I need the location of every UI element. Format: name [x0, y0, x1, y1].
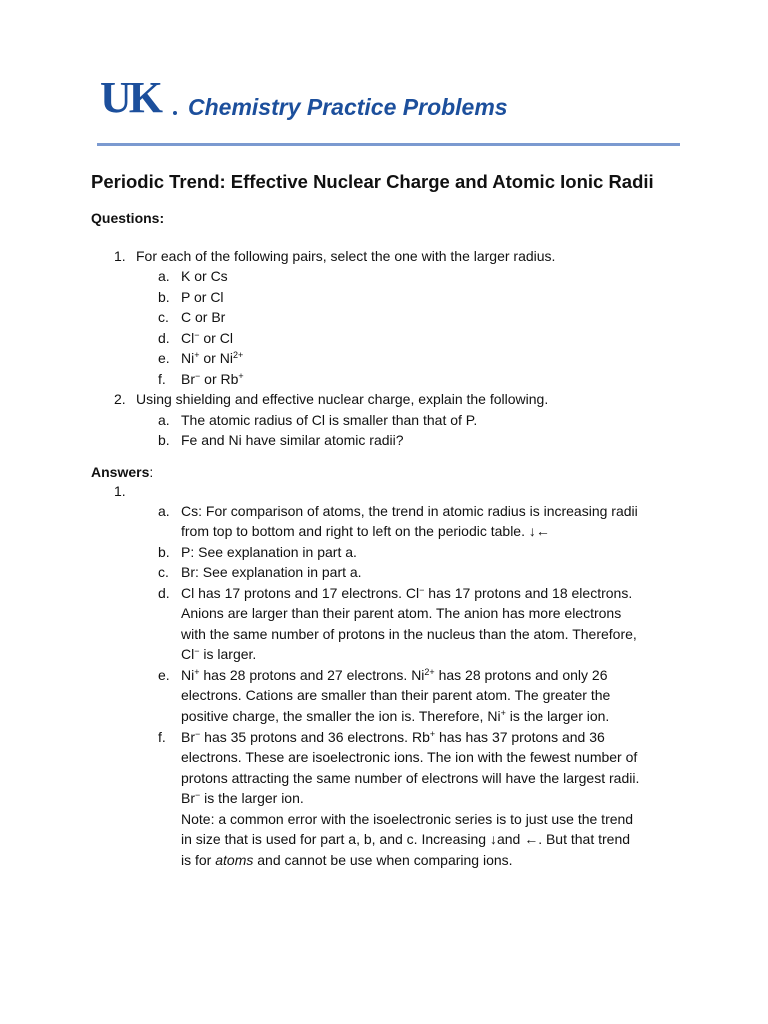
- q1-item-d: Cl− or Cl: [181, 330, 233, 346]
- answer-e-line: electrons. Cations are smaller than their parent atom. The greater the: [181, 687, 611, 703]
- answer-item-marker: e.: [158, 667, 170, 683]
- q1-item-b: P or Cl: [181, 289, 224, 305]
- answer-f-line: Br− has 35 protons and 36 electrons. Rb+ has has 37 protons and 36: [181, 729, 605, 745]
- question-1-text: For each of the following pairs, select the one with the larger radius.: [136, 248, 556, 264]
- q2-item-a: The atomic radius of Cl is smaller than that of P.: [181, 412, 478, 428]
- answer-f-note: is for atoms and cannot be use when comparing ions.: [181, 852, 513, 868]
- q1-item-marker: b.: [158, 289, 170, 305]
- answer-item-marker: c.: [158, 564, 169, 580]
- answer-b-text: P: See explanation in part a.: [181, 544, 357, 560]
- q1-item-f: Br− or Rb+: [181, 371, 244, 387]
- page-title: Periodic Trend: Effective Nuclear Charge and Atomic Ionic Radii: [91, 171, 654, 192]
- q2-item-marker: a.: [158, 412, 170, 428]
- answer-d-line: Anions are larger than their parent atom. The anion has more electrons: [181, 605, 622, 621]
- answer-d-line: with the same number of protons in the nucleus than the atom. Therefore,: [181, 626, 637, 642]
- q1-item-marker: e.: [158, 350, 170, 366]
- q1-item-e: Ni+ or $Ni^{2+}$: [181, 350, 244, 366]
- answer-f-line: protons attracting the same number of electrons will have the largest radii.: [181, 770, 640, 786]
- questions-heading: Questions:: [91, 210, 165, 226]
- q1-item-marker: a.: [158, 268, 170, 284]
- q2-item-b: Fe and Ni have similar atomic radii?: [181, 432, 404, 448]
- answer-f-line: Br− is the larger ion.: [181, 790, 304, 806]
- q1-item-marker: d.: [158, 330, 170, 346]
- answer-d-line: Cl− is larger.: [181, 646, 257, 662]
- question-2-text: Using shielding and effective nuclear charge, explain the following.: [136, 391, 549, 407]
- answer-f-line: electrons. These are isoelectronic ions. The ion with the fewest number of: [181, 749, 638, 765]
- answer-e-line: Ni+ has 28 protons and 27 electrons. $Ni^{2+}$ has 28 protons and only 26: [181, 667, 608, 683]
- logo-dot: [173, 111, 177, 115]
- uk-logo: UK: [100, 73, 160, 122]
- q1-item-c: C or Br: [181, 309, 226, 325]
- q1-item-marker: f.: [158, 371, 166, 387]
- answer-item-marker: a.: [158, 503, 170, 519]
- answer-d-line: Cl has 17 protons and 17 electrons. Cl− has 17 protons and 18 electrons.: [181, 585, 633, 601]
- q1-item-marker: c.: [158, 309, 169, 325]
- header-title: Chemistry Practice Problems: [188, 94, 508, 120]
- answers-heading: Answers:: [91, 464, 154, 480]
- question-1-marker: 1.: [114, 248, 126, 264]
- answer-1-marker: 1.: [114, 483, 126, 499]
- answer-item-marker: b.: [158, 544, 170, 560]
- answer-c-text: Br: See explanation in part a.: [181, 564, 362, 580]
- answer-a-line: Cs: For comparison of atoms, the trend in atomic radius is increasing radii: [181, 503, 638, 519]
- q1-item-a: K or Cs: [181, 268, 228, 284]
- answer-a-line: from top to bottom and right to left on the periodic table. ↓←: [181, 523, 550, 539]
- answer-item-marker: f.: [158, 729, 166, 745]
- question-2-marker: 2.: [114, 391, 126, 407]
- answer-f-note: Note: a common error with the isoelectronic series is to just use the trend: [181, 811, 634, 827]
- answer-f-note: in size that is used for part a, b, and c. Increasing ↓and ←. But that trend: [181, 831, 631, 847]
- answer-item-marker: d.: [158, 585, 170, 601]
- header-divider: [97, 143, 680, 146]
- q2-item-marker: b.: [158, 432, 170, 448]
- answer-e-line: positive charge, the smaller the ion is. Therefore, Ni+ is the larger ion.: [181, 708, 610, 724]
